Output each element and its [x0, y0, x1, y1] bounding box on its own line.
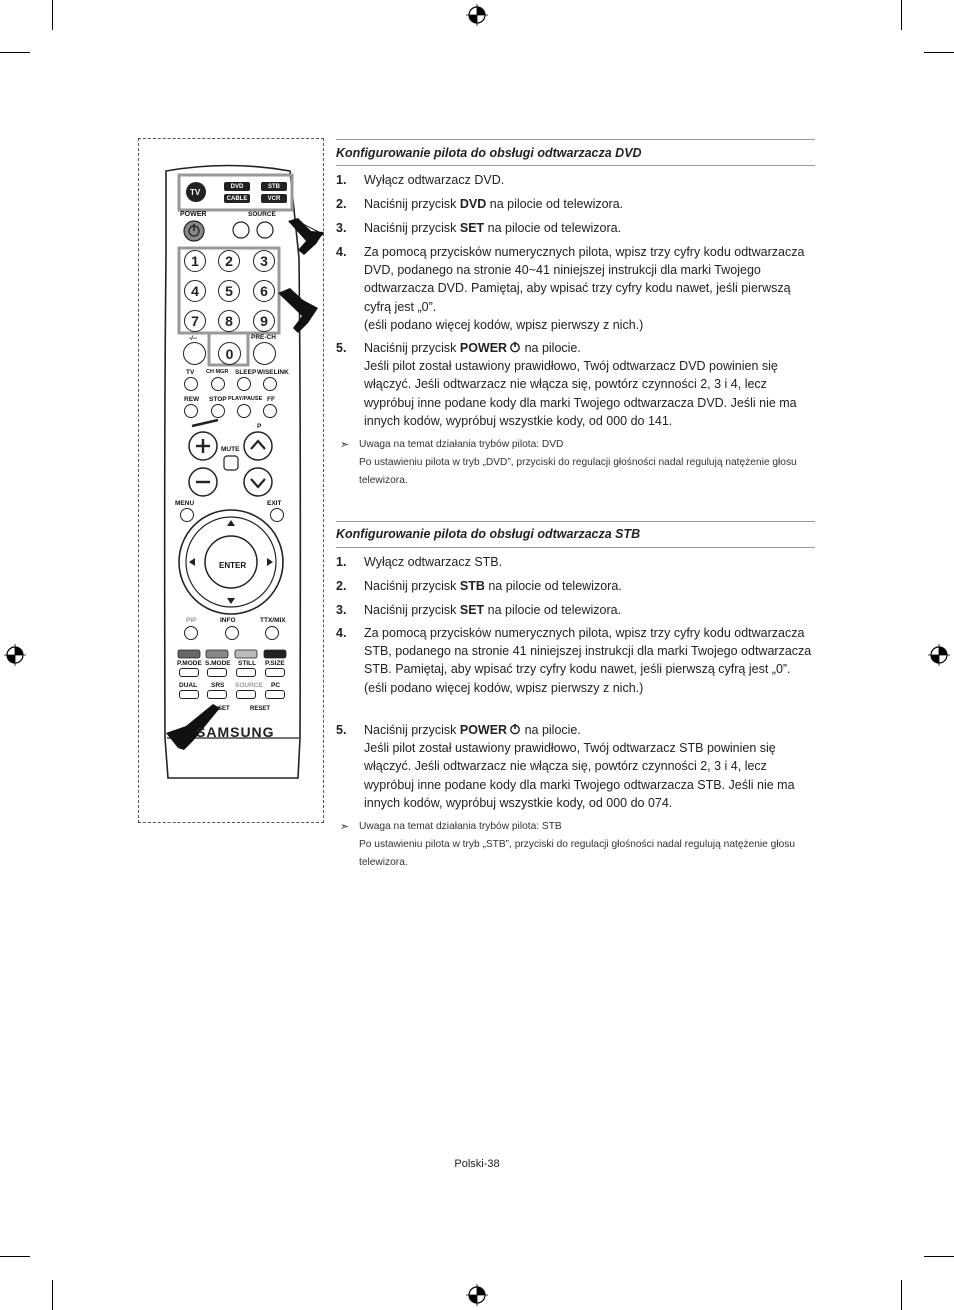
psize-label: P.SIZE [265, 660, 285, 667]
ff-button[interactable] [263, 404, 277, 418]
smode-label: S.MODE [205, 660, 231, 667]
source-label: SOURCE [248, 211, 276, 218]
crop-mark [0, 52, 30, 53]
step-text: Naciśnij przycisk [364, 221, 460, 235]
power-icon [509, 341, 521, 353]
step-keyword: SET [459, 221, 485, 235]
sleep-button[interactable] [237, 377, 251, 391]
pip-label: PIP [186, 617, 197, 624]
digit-8-button[interactable]: 8 [218, 310, 240, 332]
section-rule [336, 521, 815, 522]
source2-label: SOURCE [235, 682, 263, 689]
step-number: 4. [336, 626, 347, 640]
note-arrow-icon: ➣ [340, 821, 350, 833]
step-number: 1. [336, 555, 347, 569]
step-text: Za pomocą przycisków numerycznych pilota, wpisz trzy cyfry kodu odtwarzacza DVD, podanego na stronie 40~41 niniejszej instrukcji dla marki Twojego odtwarzacza DVD. Pamiętaj, aby wpisać trzy cyfry kodu nawet, jeśli pierwszą cyfrą jest „0”. [364, 245, 805, 314]
dvd-step-4 [336, 243, 815, 334]
section-rule [336, 165, 815, 166]
step-text: Za pomocą przycisków numerycznych pilota, wpisz trzy cyfry kodu odtwarzacza STB, podanego na stronie 41 niniejszej instrukcji dla marki Twojego odtwarzacza STB. Pamiętaj, aby wpisać trzy cyfry kodu nawet, jeśli pierwszą cyfrą jest „0”. [364, 626, 812, 677]
dvd-step-1 [336, 171, 815, 189]
step-detail: Jeśli pilot został ustawiony prawidłowo, Twój odtwarzacz DVD powinien się włączyć. Jeśli odtwarzacz nie włącza się, powtórz czynności 2, 3 i 4, lecz wypróbuj inne podane kody dla marki Twojego odtwarzacza DVD. Jeśli nie ma innych kodów, wypróbuj wszystkie kody, od 000 do 141. [364, 359, 797, 428]
registration-mark-icon [928, 644, 950, 666]
mute-label: MUTE [221, 446, 240, 453]
still-button[interactable] [236, 668, 256, 677]
digit-7-button[interactable]: 7 [184, 310, 206, 332]
crop-mark [0, 1256, 30, 1257]
stb-step-4 [336, 624, 815, 697]
info-label: INFO [220, 617, 236, 624]
note-body: Po ustawieniu pilota w tryb „DVD”, przyciski do regulacji głośności nadal regulują natężenie głosu telewizora. [359, 457, 797, 486]
tv-label: TV [186, 369, 195, 376]
step-detail: Jeśli pilot został ustawiony prawidłowo, Twój odtwarzacz STB powinien się włączyć. Jeśli odtwarzacz nie włącza się, powtórz czynności 2, 3 i 4, lecz wypróbuj inne podane kody dla marki Twojego odtwarzacza STB. Jeśli nie ma innych kodów, wypróbuj wszystkie kody, od 000 do 074. [364, 741, 795, 810]
stb-button[interactable]: STB [261, 182, 287, 191]
stb-step-1 [336, 553, 815, 571]
dvd-section-title: Konfigurowanie pilota do obsługi odtwarzacza DVD [336, 146, 642, 160]
step-text: Wyłącz odtwarzacz DVD. [364, 173, 505, 187]
step-text: (eśli podano więcej kodów, wpisz pierwszy z nich.) [364, 317, 644, 332]
pmode-label: P.MODE [177, 660, 202, 667]
srs-button[interactable] [207, 690, 227, 699]
playpause-button[interactable] [237, 404, 251, 418]
ttxmix-button[interactable] [265, 626, 279, 640]
rew-label: REW [184, 396, 200, 403]
dual-label: DUAL [179, 682, 198, 689]
step-number: 3. [336, 221, 347, 235]
step-number: 5. [336, 341, 347, 355]
dvd-step-3 [336, 219, 815, 237]
step-number: 3. [336, 603, 347, 617]
enter-button[interactable]: ENTER [219, 561, 247, 570]
digit-0-button[interactable]: 0 [218, 342, 241, 365]
step-text: na pilocie. [521, 723, 581, 737]
crop-mark [901, 1280, 902, 1310]
cable-button[interactable]: CABLE [224, 194, 250, 203]
dvd-note [340, 436, 815, 490]
note-arrow-icon: ➣ [340, 439, 350, 451]
chmgr-label: CH MGR [206, 369, 229, 375]
samsung-logo: SAMSUNG [196, 724, 275, 740]
registration-mark-icon [466, 1284, 488, 1306]
crop-mark [901, 0, 902, 30]
digit-4-button[interactable]: 4 [184, 280, 206, 302]
chmgr-button[interactable] [211, 377, 225, 391]
pc-button[interactable] [265, 690, 285, 699]
step-number: 4. [336, 245, 347, 259]
step-keyword: DVD [459, 197, 487, 211]
tv-mode-button[interactable]: TV [190, 188, 201, 197]
step-text: na pilocie od telewizora. [486, 197, 624, 211]
remote-control-illustration [138, 138, 324, 823]
section-rule [336, 139, 815, 140]
vcr-button[interactable]: VCR [261, 194, 287, 203]
menu-button[interactable] [180, 508, 194, 522]
pip-button[interactable] [184, 626, 198, 640]
reset-label: RESET [250, 706, 271, 712]
section-rule [336, 547, 815, 548]
set-label: SET [218, 706, 230, 712]
srs-label: SRS [211, 682, 225, 689]
step-number: 2. [336, 197, 347, 211]
psize-button[interactable] [265, 668, 285, 677]
smode-button[interactable] [207, 668, 227, 677]
step-text: na pilocie od telewizora. [484, 579, 622, 593]
registration-mark-icon [466, 4, 488, 26]
step-text: na pilocie od telewizora. [484, 603, 622, 617]
stb-step-3 [336, 601, 815, 619]
ff-label: FF [267, 396, 275, 403]
ttxmix-label: TTX/MIX [260, 617, 286, 624]
playpause-label: PLAY/PAUSE [228, 396, 263, 402]
step-text: Naciśnij przycisk [364, 197, 460, 211]
prech-label: PRE-CH [251, 334, 276, 341]
stop-label: STOP [209, 396, 227, 403]
dvd-button[interactable]: DVD [224, 182, 250, 191]
note-title: Uwaga na temat działania trybów pilota: STB [359, 821, 562, 832]
stb-section-title: Konfigurowanie pilota do obsługi odtwarzacza STB [336, 527, 641, 541]
step-keyword: POWER [459, 341, 508, 355]
dash-label: -/-- [189, 335, 198, 342]
step-text: Naciśnij przycisk [364, 579, 460, 593]
still-label: STILL [238, 660, 257, 667]
crop-mark [924, 52, 954, 53]
dual-button[interactable] [179, 690, 199, 699]
stb-note [340, 818, 815, 872]
power-icon [509, 723, 521, 735]
note-title: Uwaga na temat działania trybów pilota: DVD [359, 439, 564, 450]
digit-5-button[interactable]: 5 [218, 280, 240, 302]
dvd-step-2 [336, 195, 815, 213]
exit-button[interactable] [270, 508, 284, 522]
p-label: P [257, 423, 262, 430]
digit-1-button[interactable]: 1 [184, 250, 206, 272]
step-keyword: STB [459, 579, 485, 593]
step-text: Naciśnij przycisk [364, 723, 460, 737]
digit-6-button[interactable]: 6 [253, 280, 275, 302]
sleep-label: SLEEP [235, 369, 257, 376]
dvd-step-5 [336, 339, 815, 430]
dash-button[interactable] [183, 342, 206, 365]
step-number: 2. [336, 579, 347, 593]
rew-button[interactable] [184, 404, 198, 418]
step-text: Naciśnij przycisk [364, 341, 460, 355]
menu-label: MENU [175, 500, 195, 507]
prech-button[interactable] [253, 342, 276, 365]
wiselink-button[interactable] [263, 377, 277, 391]
digit-9-button[interactable]: 9 [253, 310, 275, 332]
step-text: (eśli podano więcej kodów, wpisz pierwszy z nich.) [364, 680, 644, 695]
crop-mark [52, 0, 53, 30]
tv-button[interactable] [184, 377, 198, 391]
step-number: 5. [336, 723, 347, 737]
crop-mark [924, 1256, 954, 1257]
stop-button[interactable] [211, 404, 225, 418]
step-text: Naciśnij przycisk [364, 603, 460, 617]
crop-mark [52, 1280, 53, 1310]
stb-step-2 [336, 577, 815, 595]
pmode-button[interactable] [179, 668, 199, 677]
step-keyword: SET [459, 603, 485, 617]
page-number: Polski-38 [454, 1158, 500, 1170]
stb-step-5 [336, 721, 815, 812]
source2-button[interactable] [236, 690, 256, 699]
digit-3-button[interactable]: 3 [253, 250, 275, 272]
step-text: na pilocie od telewizora. [484, 221, 622, 235]
wiselink-label: WISELINK [257, 369, 289, 376]
info-button[interactable] [225, 626, 239, 640]
step-number: 1. [336, 173, 347, 187]
digit-2-button[interactable]: 2 [218, 250, 240, 272]
exit-label: EXIT [267, 500, 282, 507]
step-text: Wyłącz odtwarzacz STB. [364, 555, 503, 569]
note-body: Po ustawieniu pilota w tryb „STB”, przyciski do regulacji głośności nadal regulują natężenie głosu telewizora. [359, 839, 796, 868]
pc-label: PC [271, 682, 281, 689]
registration-mark-icon [4, 644, 26, 666]
power-label: POWER [180, 211, 207, 218]
step-keyword: POWER [459, 723, 508, 737]
step-text: na pilocie. [521, 341, 581, 355]
